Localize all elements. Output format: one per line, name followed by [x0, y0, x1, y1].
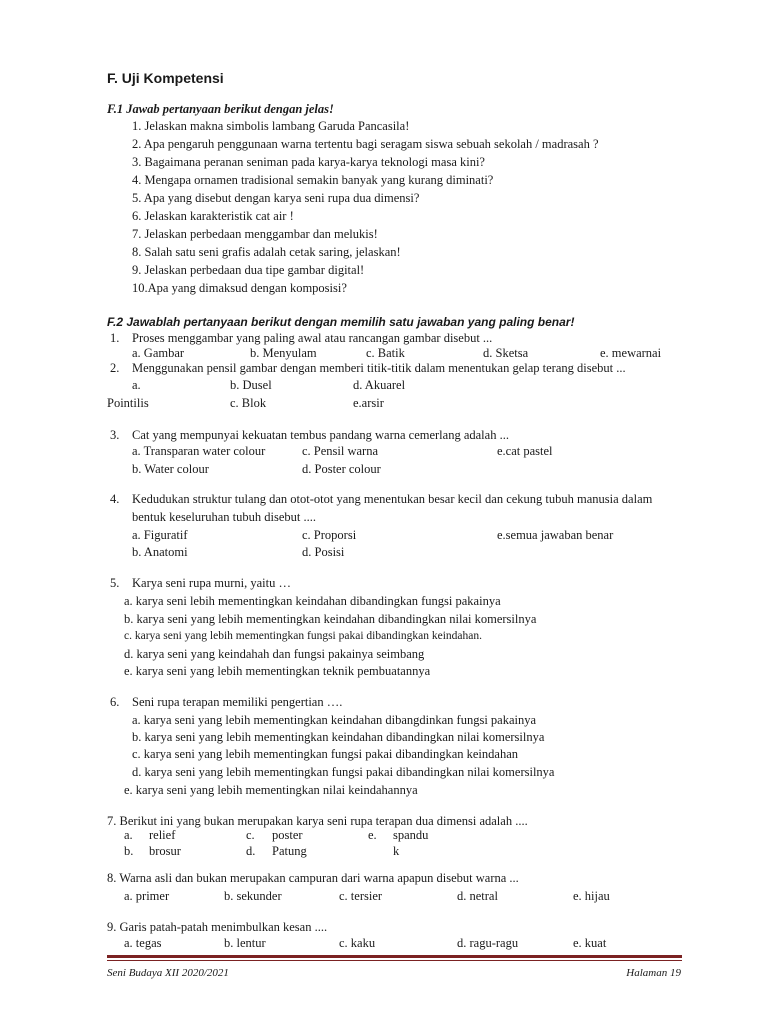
answer-option-letter: d. [246, 844, 256, 858]
answer-option: d. Poster colour [302, 462, 381, 476]
question-text: 8. Warna asli dan bukan merupakan campuran dari warna apapun disebut warna ... [107, 871, 519, 885]
answer-option: Pointilis [107, 396, 149, 410]
f1-item: 2. Apa pengaruh penggunaan warna tertentu bagi seragam siswa sebuah sekolah / madrasah ? [132, 137, 599, 151]
answer-option: poster [272, 828, 303, 842]
answer-option: d. karya seni yang keindahah dan fungsi pakainya seimbang [124, 647, 425, 661]
answer-option: e. mewarnai [600, 346, 662, 360]
answer-option: d. ragu-ragu [457, 936, 519, 950]
question-number: 1. [110, 331, 120, 345]
f1-item: 1. Jelaskan makna simbolis lambang Garuda Pancasila! [132, 119, 410, 133]
answer-option: d. Posisi [302, 545, 345, 559]
question-text: 7. Berikut ini yang bukan merupakan karya seni rupa terapan dua dimensi adalah .... [107, 814, 528, 828]
answer-option: d. Sketsa [483, 346, 529, 360]
footer-page-number: Halaman 19 [626, 967, 681, 979]
answer-option: b. lentur [224, 936, 266, 950]
answer-option: b. Dusel [230, 378, 272, 392]
answer-option: c. Batik [366, 346, 405, 360]
section-title: F. Uji Kompetensi [107, 70, 224, 86]
answer-option: b. Water colour [132, 462, 209, 476]
question-text: Cat yang mempunyai kekuatan tembus pandang warna cemerlang adalah ... [132, 428, 509, 442]
question-text-continued: bentuk keseluruhan tubuh disebut .... [132, 510, 316, 524]
answer-option: d. karya seni yang lebih mementingkan fungsi pakai dibandingkan nilai komersilnya [132, 765, 555, 779]
answer-option: b. sekunder [224, 889, 282, 903]
answer-option: e. karya seni yang lebih mementingkan nilai keindahannya [124, 783, 418, 797]
answer-option: a. [132, 378, 141, 392]
answer-option: c. Proporsi [302, 528, 357, 542]
question-text: Kedudukan struktur tulang dan otot-otot yang menentukan besar kecil dan cekung tubuh manusia dalam [132, 492, 653, 506]
answer-option: d. Akuarel [353, 378, 406, 392]
f1-item: 7. Jelaskan perbedaan menggambar dan melukis! [132, 227, 378, 241]
answer-option: b. Anatomi [132, 545, 188, 559]
answer-option: b. karya seni yang lebih mementingkan keindahan dibandingkan nilai komersilnya [124, 612, 537, 626]
f1-item: 10.Apa yang dimaksud dengan komposisi? [132, 281, 347, 295]
answer-option: b. Menyulam [250, 346, 317, 360]
answer-option: Patung [272, 844, 307, 858]
answer-option: c. Blok [230, 396, 267, 410]
f1-item: 5. Apa yang disebut dengan karya seni rupa dua dimensi? [132, 191, 420, 205]
answer-option: a. tegas [124, 936, 162, 950]
answer-option: c. Pensil warna [302, 444, 379, 458]
answer-option: a. Gambar [132, 346, 185, 360]
f1-item: 4. Mengapa ornamen tradisional semakin banyak yang kurang diminati? [132, 173, 494, 187]
answer-option-letter: b. [124, 844, 134, 858]
answer-option-letter: a. [124, 828, 133, 842]
answer-option: k [393, 844, 400, 858]
question-number: 5. [110, 576, 120, 590]
answer-option: e. kuat [573, 936, 607, 950]
answer-option: e. karya seni yang lebih mementingkan teknik pembuatannya [124, 664, 431, 678]
f2-heading: F.2 Jawablah pertanyaan berikut dengan memilih satu jawaban yang paling benar! [107, 315, 575, 329]
answer-option: a. Figuratif [132, 528, 188, 542]
answer-option-letter: e. [368, 828, 377, 842]
question-text: Proses menggambar yang paling awal atau rancangan gambar disebut ... [132, 331, 493, 345]
f1-heading: F.1 Jawab pertanyaan berikut dengan jelas! [107, 102, 334, 116]
footer-divider-thick [107, 955, 682, 958]
answer-option: e. hijau [573, 889, 610, 903]
answer-option: e.semua jawaban benar [497, 528, 614, 542]
answer-option-letter: c. [246, 828, 255, 842]
answer-option: b. karya seni yang lebih mementingkan keindahan dibandingkan nilai komersilnya [132, 730, 545, 744]
f1-item: 8. Salah satu seni grafis adalah cetak saring, jelaskan! [132, 245, 401, 259]
f1-item: 9. Jelaskan perbedaan dua tipe gambar digital! [132, 263, 365, 277]
answer-option: c. karya seni yang lebih mementingkan fungsi pakai dibandingkan keindahan [132, 747, 518, 761]
answer-option: a. primer [124, 889, 170, 903]
answer-option: a. karya seni yang lebih mementingkan keindahan dibangdinkan fungsi pakainya [132, 713, 537, 727]
footer-divider-thin [107, 960, 682, 961]
answer-option: spandu [393, 828, 429, 842]
answer-option: c. kaku [339, 936, 376, 950]
question-text: Seni rupa terapan memiliki pengertian …. [132, 695, 343, 709]
question-number: 2. [110, 361, 120, 375]
f1-item: 6. Jelaskan karakteristik cat air ! [132, 209, 294, 223]
answer-option: c. karya seni yang lebih mementingkan fungsi pakai dibandingkan keindahan. [124, 630, 482, 642]
answer-option: brosur [149, 844, 181, 858]
footer-course: Seni Budaya XII 2020/2021 [107, 967, 229, 979]
answer-option: c. tersier [339, 889, 383, 903]
f1-item: 3. Bagaimana peranan seniman pada karya-karya teknologi masa kini? [132, 155, 485, 169]
question-text: Menggunakan pensil gambar dengan memberi titik-titik dalam menentukan gelap terang disebut ... [132, 361, 626, 375]
answer-option: a. Transparan water colour [132, 444, 266, 458]
question-text: 9. Garis patah-patah menimbulkan kesan .... [107, 920, 328, 934]
question-number: 3. [110, 428, 120, 442]
answer-option: relief [149, 828, 176, 842]
question-text: Karya seni rupa murni, yaitu … [132, 576, 291, 590]
answer-option: e.cat pastel [497, 444, 553, 458]
question-number: 6. [110, 695, 120, 709]
answer-option: d. netral [457, 889, 498, 903]
question-number: 4. [110, 492, 120, 506]
answer-option: e.arsir [353, 396, 384, 410]
answer-option: a. karya seni lebih mementingkan keindahan dibandingkan fungsi pakainya [124, 594, 501, 608]
